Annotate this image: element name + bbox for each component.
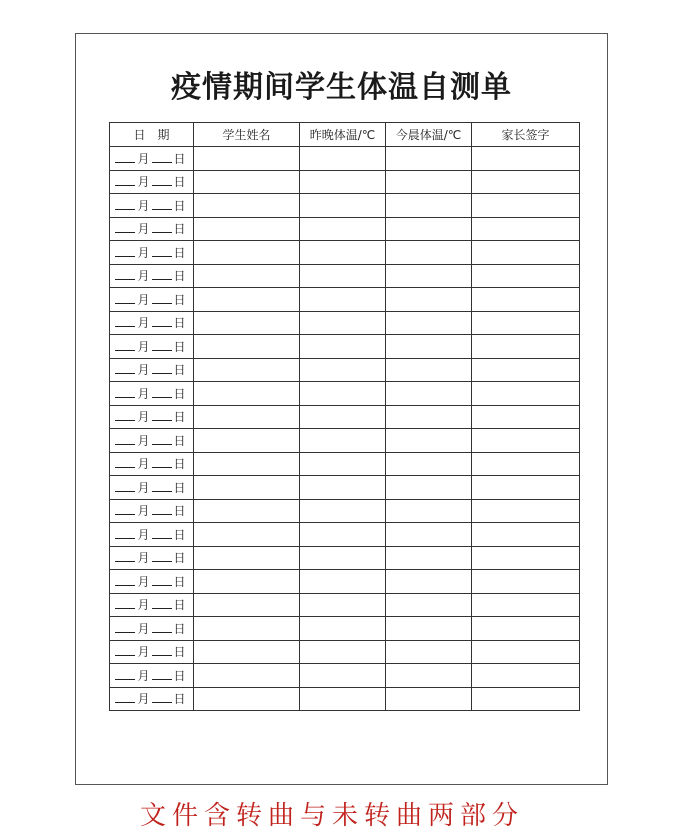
column-header-student-name: 学生姓名 <box>194 123 300 147</box>
table-row <box>110 593 580 617</box>
morning-temp-cell[interactable] <box>386 476 472 500</box>
evening-temp-cell[interactable] <box>300 476 386 500</box>
evening-temp-cell[interactable] <box>300 288 386 312</box>
evening-temp-cell[interactable] <box>300 382 386 406</box>
date-cell[interactable] <box>110 664 194 688</box>
day-blank[interactable] <box>152 198 172 210</box>
morning-temp-cell[interactable] <box>386 241 472 265</box>
student-name-cell[interactable] <box>194 241 300 265</box>
day-label: 日 <box>173 175 186 190</box>
month-label: 月 <box>137 551 150 566</box>
morning-temp-cell[interactable] <box>386 546 472 570</box>
student-name-cell[interactable] <box>194 311 300 335</box>
student-name-cell[interactable] <box>194 617 300 641</box>
date-cell[interactable] <box>110 241 194 265</box>
temperature-log-table <box>109 122 580 711</box>
student-name-cell[interactable] <box>194 570 300 594</box>
day-blank[interactable] <box>152 644 172 656</box>
table-row <box>110 382 580 406</box>
month-label: 月 <box>137 433 150 448</box>
month-label: 月 <box>137 504 150 519</box>
morning-temp-cell[interactable] <box>386 382 472 406</box>
parent-signature-cell[interactable] <box>472 241 580 265</box>
day-blank[interactable] <box>152 221 172 233</box>
table-row <box>110 452 580 476</box>
month-label: 月 <box>137 339 150 354</box>
day-label: 日 <box>173 457 186 472</box>
student-name-cell[interactable] <box>194 288 300 312</box>
table-row <box>110 687 580 711</box>
month-label: 月 <box>137 316 150 331</box>
day-label: 日 <box>173 410 186 425</box>
column-header-date: 日 期 <box>110 123 194 147</box>
parent-signature-cell[interactable] <box>472 499 580 523</box>
month-label: 月 <box>137 222 150 237</box>
evening-temp-cell[interactable] <box>300 546 386 570</box>
evening-temp-cell[interactable] <box>300 405 386 429</box>
parent-signature-cell[interactable] <box>472 523 580 547</box>
month-blank[interactable] <box>115 668 135 680</box>
day-blank[interactable] <box>152 503 172 515</box>
day-label: 日 <box>173 645 186 660</box>
evening-temp-cell[interactable] <box>300 640 386 664</box>
date-cell[interactable] <box>110 640 194 664</box>
temperature-form-sheet <box>75 33 608 785</box>
date-cell[interactable] <box>110 194 194 218</box>
evening-temp-cell[interactable] <box>300 523 386 547</box>
table-row <box>110 617 580 641</box>
month-label: 月 <box>137 245 150 260</box>
month-blank[interactable] <box>115 503 135 515</box>
month-label: 月 <box>137 598 150 613</box>
day-blank[interactable] <box>152 668 172 680</box>
day-label: 日 <box>173 480 186 495</box>
month-label: 月 <box>137 386 150 401</box>
evening-temp-cell[interactable] <box>300 593 386 617</box>
student-name-cell[interactable] <box>194 264 300 288</box>
student-name-cell[interactable] <box>194 499 300 523</box>
day-blank[interactable] <box>152 268 172 280</box>
day-label: 日 <box>173 692 186 707</box>
month-blank[interactable] <box>115 456 135 468</box>
date-cell[interactable] <box>110 147 194 171</box>
month-blank[interactable] <box>115 597 135 609</box>
day-label: 日 <box>173 292 186 307</box>
month-blank[interactable] <box>115 362 135 374</box>
day-blank[interactable] <box>152 621 172 633</box>
date-cell[interactable] <box>110 546 194 570</box>
month-blank[interactable] <box>115 480 135 492</box>
evening-temp-cell[interactable] <box>300 264 386 288</box>
morning-temp-cell[interactable] <box>386 147 472 171</box>
date-cell[interactable] <box>110 170 194 194</box>
month-blank[interactable] <box>115 292 135 304</box>
month-blank[interactable] <box>115 574 135 586</box>
day-blank[interactable] <box>152 574 172 586</box>
month-blank[interactable] <box>115 221 135 233</box>
day-blank[interactable] <box>152 409 172 421</box>
day-label: 日 <box>173 339 186 354</box>
footer-note: 文件含转曲与未转曲两部分 <box>140 801 525 831</box>
morning-temp-cell[interactable] <box>386 358 472 382</box>
day-label: 日 <box>173 621 186 636</box>
month-blank[interactable] <box>115 151 135 163</box>
evening-temp-cell[interactable] <box>300 664 386 688</box>
table-row <box>110 194 580 218</box>
morning-temp-cell[interactable] <box>386 687 472 711</box>
parent-signature-cell[interactable] <box>472 546 580 570</box>
student-name-cell[interactable] <box>194 382 300 406</box>
morning-temp-cell[interactable] <box>386 288 472 312</box>
morning-temp-cell[interactable] <box>386 570 472 594</box>
student-name-cell[interactable] <box>194 358 300 382</box>
date-cell[interactable] <box>110 617 194 641</box>
form-title: 疫情期间学生体温自测单 <box>171 70 512 105</box>
column-header-parent-signature: 家长签字 <box>472 123 580 147</box>
student-name-cell[interactable] <box>194 452 300 476</box>
morning-temp-cell[interactable] <box>386 523 472 547</box>
student-name-cell[interactable] <box>194 546 300 570</box>
table-header-row <box>110 123 580 147</box>
day-label: 日 <box>173 269 186 284</box>
student-name-cell[interactable] <box>194 170 300 194</box>
day-label: 日 <box>173 598 186 613</box>
day-label: 日 <box>173 363 186 378</box>
morning-temp-cell[interactable] <box>386 311 472 335</box>
table-row <box>110 311 580 335</box>
day-blank[interactable] <box>152 480 172 492</box>
table-row <box>110 476 580 500</box>
evening-temp-cell[interactable] <box>300 335 386 359</box>
table-row <box>110 217 580 241</box>
morning-temp-cell[interactable] <box>386 429 472 453</box>
date-cell[interactable] <box>110 593 194 617</box>
month-blank[interactable] <box>115 315 135 327</box>
parent-signature-cell[interactable] <box>472 476 580 500</box>
table-row <box>110 288 580 312</box>
morning-temp-cell[interactable] <box>386 170 472 194</box>
student-name-cell[interactable] <box>194 335 300 359</box>
morning-temp-cell[interactable] <box>386 264 472 288</box>
student-name-cell[interactable] <box>194 194 300 218</box>
day-label: 日 <box>173 433 186 448</box>
parent-signature-cell[interactable] <box>472 593 580 617</box>
month-blank[interactable] <box>115 245 135 257</box>
student-name-cell[interactable] <box>194 640 300 664</box>
table-row <box>110 147 580 171</box>
student-name-cell[interactable] <box>194 405 300 429</box>
date-cell[interactable] <box>110 217 194 241</box>
table-row <box>110 358 580 382</box>
day-blank[interactable] <box>152 550 172 562</box>
month-label: 月 <box>137 269 150 284</box>
date-cell[interactable] <box>110 429 194 453</box>
table-row <box>110 335 580 359</box>
parent-signature-cell[interactable] <box>472 288 580 312</box>
parent-signature-cell[interactable] <box>472 687 580 711</box>
parent-signature-cell[interactable] <box>472 311 580 335</box>
day-label: 日 <box>173 222 186 237</box>
morning-temp-cell[interactable] <box>386 640 472 664</box>
month-blank[interactable] <box>115 174 135 186</box>
month-label: 月 <box>137 692 150 707</box>
day-blank[interactable] <box>152 245 172 257</box>
morning-temp-cell[interactable] <box>386 452 472 476</box>
evening-temp-cell[interactable] <box>300 170 386 194</box>
parent-signature-cell[interactable] <box>472 382 580 406</box>
table-row <box>110 264 580 288</box>
month-label: 月 <box>137 574 150 589</box>
column-header-evening-temp: 昨晚体温/℃ <box>300 123 386 147</box>
month-label: 月 <box>137 527 150 542</box>
month-label: 月 <box>137 480 150 495</box>
morning-temp-cell[interactable] <box>386 593 472 617</box>
evening-temp-cell[interactable] <box>300 241 386 265</box>
evening-temp-cell[interactable] <box>300 617 386 641</box>
evening-temp-cell[interactable] <box>300 687 386 711</box>
day-blank[interactable] <box>152 597 172 609</box>
table-row <box>110 570 580 594</box>
date-cell[interactable] <box>110 311 194 335</box>
date-cell[interactable] <box>110 382 194 406</box>
student-name-cell[interactable] <box>194 429 300 453</box>
day-blank[interactable] <box>152 456 172 468</box>
table-row <box>110 241 580 265</box>
month-blank[interactable] <box>115 621 135 633</box>
month-blank[interactable] <box>115 550 135 562</box>
student-name-cell[interactable] <box>194 687 300 711</box>
evening-temp-cell[interactable] <box>300 499 386 523</box>
date-cell[interactable] <box>110 452 194 476</box>
evening-temp-cell[interactable] <box>300 217 386 241</box>
morning-temp-cell[interactable] <box>386 617 472 641</box>
date-cell[interactable] <box>110 288 194 312</box>
column-header-morning-temp: 今晨体温/℃ <box>386 123 472 147</box>
parent-signature-cell[interactable] <box>472 194 580 218</box>
day-blank[interactable] <box>152 339 172 351</box>
morning-temp-cell[interactable] <box>386 194 472 218</box>
month-blank[interactable] <box>115 527 135 539</box>
parent-signature-cell[interactable] <box>472 264 580 288</box>
student-name-cell[interactable] <box>194 217 300 241</box>
morning-temp-cell[interactable] <box>386 217 472 241</box>
month-label: 月 <box>137 457 150 472</box>
evening-temp-cell[interactable] <box>300 147 386 171</box>
parent-signature-cell[interactable] <box>472 170 580 194</box>
morning-temp-cell[interactable] <box>386 335 472 359</box>
morning-temp-cell[interactable] <box>386 664 472 688</box>
day-label: 日 <box>173 668 186 683</box>
table-row <box>110 664 580 688</box>
parent-signature-cell[interactable] <box>472 217 580 241</box>
evening-temp-cell[interactable] <box>300 194 386 218</box>
table-row <box>110 405 580 429</box>
student-name-cell[interactable] <box>194 523 300 547</box>
parent-signature-cell[interactable] <box>472 617 580 641</box>
day-blank[interactable] <box>152 527 172 539</box>
month-label: 月 <box>137 410 150 425</box>
evening-temp-cell[interactable] <box>300 429 386 453</box>
day-blank[interactable] <box>152 174 172 186</box>
day-label: 日 <box>173 386 186 401</box>
student-name-cell[interactable] <box>194 147 300 171</box>
table-body <box>110 147 580 711</box>
day-blank[interactable] <box>152 292 172 304</box>
evening-temp-cell[interactable] <box>300 311 386 335</box>
date-cell[interactable] <box>110 570 194 594</box>
table-row <box>110 429 580 453</box>
date-cell[interactable] <box>110 523 194 547</box>
table-row <box>110 170 580 194</box>
evening-temp-cell[interactable] <box>300 358 386 382</box>
parent-signature-cell[interactable] <box>472 640 580 664</box>
month-label: 月 <box>137 292 150 307</box>
day-blank[interactable] <box>152 362 172 374</box>
date-cell[interactable] <box>110 476 194 500</box>
month-label: 月 <box>137 198 150 213</box>
morning-temp-cell[interactable] <box>386 499 472 523</box>
table-row <box>110 499 580 523</box>
parent-signature-cell[interactable] <box>472 570 580 594</box>
morning-temp-cell[interactable] <box>386 405 472 429</box>
date-cell[interactable] <box>110 358 194 382</box>
evening-temp-cell[interactable] <box>300 570 386 594</box>
month-blank[interactable] <box>115 339 135 351</box>
date-cell[interactable] <box>110 687 194 711</box>
month-blank[interactable] <box>115 386 135 398</box>
day-label: 日 <box>173 574 186 589</box>
table-row <box>110 523 580 547</box>
day-label: 日 <box>173 198 186 213</box>
day-label: 日 <box>173 245 186 260</box>
month-label: 月 <box>137 363 150 378</box>
month-blank[interactable] <box>115 198 135 210</box>
student-name-cell[interactable] <box>194 593 300 617</box>
date-cell[interactable] <box>110 264 194 288</box>
parent-signature-cell[interactable] <box>472 664 580 688</box>
month-blank[interactable] <box>115 433 135 445</box>
student-name-cell[interactable] <box>194 664 300 688</box>
date-cell[interactable] <box>110 335 194 359</box>
day-label: 日 <box>173 151 186 166</box>
month-blank[interactable] <box>115 409 135 421</box>
table-row <box>110 546 580 570</box>
parent-signature-cell[interactable] <box>472 358 580 382</box>
date-cell[interactable] <box>110 499 194 523</box>
day-blank[interactable] <box>152 315 172 327</box>
day-label: 日 <box>173 316 186 331</box>
day-blank[interactable] <box>152 691 172 703</box>
evening-temp-cell[interactable] <box>300 452 386 476</box>
month-label: 月 <box>137 645 150 660</box>
day-label: 日 <box>173 527 186 542</box>
parent-signature-cell[interactable] <box>472 452 580 476</box>
day-label: 日 <box>173 551 186 566</box>
day-blank[interactable] <box>152 433 172 445</box>
date-cell[interactable] <box>110 405 194 429</box>
day-label: 日 <box>173 504 186 519</box>
parent-signature-cell[interactable] <box>472 405 580 429</box>
month-label: 月 <box>137 175 150 190</box>
table-row <box>110 640 580 664</box>
month-blank[interactable] <box>115 268 135 280</box>
student-name-cell[interactable] <box>194 476 300 500</box>
day-blank[interactable] <box>152 386 172 398</box>
month-label: 月 <box>137 151 150 166</box>
parent-signature-cell[interactable] <box>472 429 580 453</box>
parent-signature-cell[interactable] <box>472 335 580 359</box>
day-blank[interactable] <box>152 151 172 163</box>
month-label: 月 <box>137 668 150 683</box>
parent-signature-cell[interactable] <box>472 147 580 171</box>
month-label: 月 <box>137 621 150 636</box>
month-blank[interactable] <box>115 691 135 703</box>
month-blank[interactable] <box>115 644 135 656</box>
